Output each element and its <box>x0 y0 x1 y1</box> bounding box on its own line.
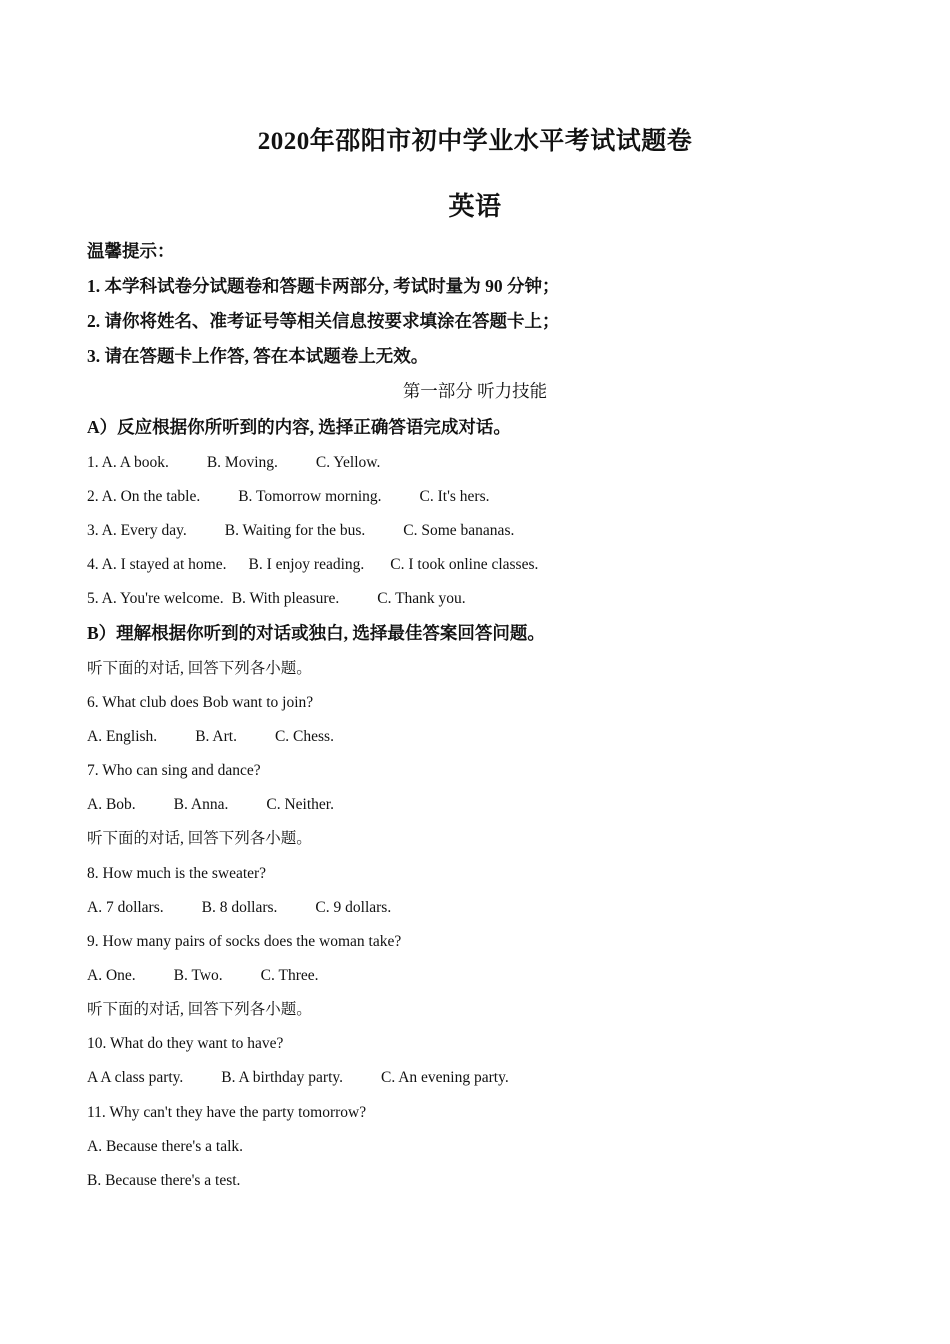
option-c: C. I took online classes. <box>390 556 539 573</box>
option-c: C. Neither. <box>266 796 334 813</box>
option-c: C. It's hers. <box>419 488 490 505</box>
option-a: 2. A. On the table. <box>87 488 201 505</box>
option-c: C. Thank you. <box>377 590 466 607</box>
option-a: 3. A. Every day. <box>87 522 187 539</box>
option-b: B. Art. <box>195 728 237 745</box>
option-b: B. Moving. <box>206 454 278 471</box>
section-b-title: B）理解根据你听到的对话或独白, 选择最佳答案回答问题。 <box>87 623 545 643</box>
question-10: 10. What do they want to have? <box>87 1035 284 1052</box>
question-2-options <box>87 487 489 507</box>
option-a: A. One. <box>87 967 136 984</box>
note-item-1: 1. 本学科试卷分试题卷和答题卡两部分, 考试时量为 90 分钟； <box>87 276 560 296</box>
option-a: A. 7 dollars. <box>87 899 164 916</box>
section-a-title: A）反应根据你所听到的内容, 选择正确答语完成对话。 <box>87 417 511 437</box>
option-b: B. With pleasure. <box>231 590 340 607</box>
option-c: C. Yellow. <box>315 454 381 471</box>
option-b: B. 8 dollars. <box>201 899 278 916</box>
question-1-options <box>87 453 380 473</box>
question-8: 8. How much is the sweater? <box>87 865 267 882</box>
option-b: B. Tomorrow morning. <box>238 488 382 505</box>
option-a: A. Bob. <box>87 796 136 813</box>
option-a: 1. A. A book. <box>87 454 169 471</box>
question-9: 9. How many pairs of socks does the woman take? <box>87 933 402 950</box>
note-item-2: 2. 请你将姓名、准考证号等相关信息按要求填涂在答题卡上； <box>87 311 560 331</box>
question-6: 6. What club does Bob want to join? <box>87 694 314 711</box>
part-title: 第一部分 听力技能 <box>402 381 548 401</box>
option-b: B. Waiting for the bus. <box>224 522 366 539</box>
notes-heading: 温馨提示： <box>87 241 175 261</box>
exam-title: 2020年邵阳市初中学业水平考试试题卷 <box>257 128 693 155</box>
option-b: B. A birthday party. <box>221 1069 343 1086</box>
option-a: A. English. <box>87 728 158 745</box>
question-11-option-a: A. Because there's a talk. <box>87 1138 244 1155</box>
question-11-option-b: B. Because there's a test. <box>87 1172 241 1189</box>
question-7: 7. Who can sing and dance? <box>87 762 261 779</box>
question-10-options <box>87 1068 509 1088</box>
listening-instruction: 听下面的对话, 回答下列各小题。 <box>87 660 312 677</box>
option-a: 5. A. You're welcome. <box>87 590 224 607</box>
option-c: C. Three. <box>260 967 319 984</box>
question-8-options <box>87 898 391 918</box>
option-c: C. 9 dollars. <box>315 899 392 916</box>
option-b: B. Two. <box>173 967 223 984</box>
option-a: 4. A. I stayed at home. <box>87 556 227 573</box>
note-item-3: 3. 请在答题卡上作答, 答在本试题卷上无效。 <box>87 346 429 366</box>
option-c: C. Some bananas. <box>403 522 515 539</box>
option-c: C. An evening party. <box>381 1069 509 1086</box>
question-7-options <box>87 795 334 815</box>
listening-instruction: 听下面的对话, 回答下列各小题。 <box>87 1001 312 1018</box>
question-4-options <box>87 555 538 575</box>
question-6-options <box>87 727 334 747</box>
subject-title: 英语 <box>448 192 502 221</box>
option-c: C. Chess. <box>274 728 334 745</box>
question-9-options <box>87 966 319 986</box>
option-a: A A class party. <box>87 1069 184 1086</box>
option-b: B. Anna. <box>173 796 229 813</box>
question-11: 11. Why can't they have the party tomorrow? <box>87 1104 367 1121</box>
listening-instruction: 听下面的对话, 回答下列各小题。 <box>87 830 312 847</box>
question-3-options <box>87 521 514 541</box>
question-5-options <box>87 589 466 609</box>
option-b: B. I enjoy reading. <box>248 556 365 573</box>
